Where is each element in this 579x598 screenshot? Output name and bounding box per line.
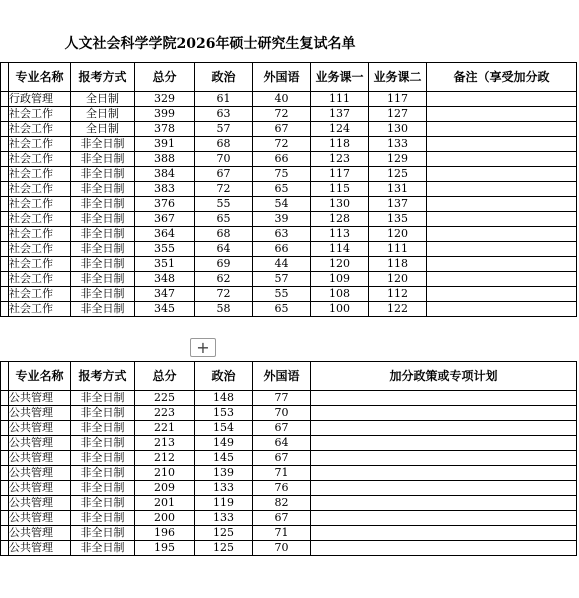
table-cell[interactable]: 非全日制 — [71, 421, 135, 436]
table-cell[interactable]: 221 — [135, 421, 195, 436]
table-cell[interactable]: 公共管理 — [9, 406, 71, 421]
row-gutter — [1, 406, 9, 421]
table-cell[interactable]: 非全日制 — [71, 152, 135, 167]
table-cell[interactable]: 非全日制 — [71, 496, 135, 511]
table-cell[interactable]: 社会工作 — [9, 212, 71, 227]
table-cell[interactable]: 61 — [195, 92, 253, 107]
table-cell[interactable]: 非全日制 — [71, 391, 135, 406]
table-cell[interactable]: 118 — [311, 137, 369, 152]
table-cell[interactable]: 128 — [311, 212, 369, 227]
table-cell[interactable]: 117 — [311, 167, 369, 182]
table-cell[interactable] — [311, 421, 577, 436]
table-cell[interactable]: 196 — [135, 526, 195, 541]
table-row — [1, 287, 577, 302]
column-header[interactable]: 总分 — [135, 362, 195, 391]
row-gutter — [1, 436, 9, 451]
table-cell[interactable]: 131 — [369, 182, 427, 197]
table-cell[interactable]: 64 — [253, 436, 311, 451]
table-cell[interactable] — [311, 496, 577, 511]
table-row — [1, 436, 577, 451]
table-cell[interactable]: 社会工作 — [9, 107, 71, 122]
table-cell[interactable]: 67 — [253, 451, 311, 466]
table-cell[interactable] — [311, 526, 577, 541]
table-cell[interactable] — [427, 122, 577, 137]
row-gutter — [1, 511, 9, 526]
table-cell[interactable] — [427, 137, 577, 152]
table-row — [1, 152, 577, 167]
table-public-admin — [0, 361, 577, 556]
table-cell[interactable]: 115 — [311, 182, 369, 197]
table-row — [1, 466, 577, 481]
table-cell[interactable]: 非全日制 — [71, 481, 135, 496]
table-cell[interactable]: 119 — [195, 496, 253, 511]
table-cell[interactable]: 111 — [369, 242, 427, 257]
table-cell[interactable]: 76 — [253, 481, 311, 496]
table-cell[interactable]: 139 — [195, 466, 253, 481]
table-cell[interactable]: 58 — [195, 302, 253, 317]
row-gutter — [1, 167, 9, 182]
table-cell[interactable] — [311, 466, 577, 481]
table-row — [1, 182, 577, 197]
table-cell[interactable]: 社会工作 — [9, 122, 71, 137]
table-cell[interactable] — [427, 302, 577, 317]
table-cell[interactable]: 72 — [195, 287, 253, 302]
table-cell[interactable]: 210 — [135, 466, 195, 481]
table-cell[interactable] — [311, 541, 577, 556]
table-row — [1, 227, 577, 242]
table-cell[interactable]: 70 — [253, 406, 311, 421]
table-cell[interactable] — [427, 257, 577, 272]
row-gutter — [1, 152, 9, 167]
row-gutter — [1, 451, 9, 466]
column-header[interactable]: 报考方式 — [71, 63, 135, 92]
table-cell[interactable]: 67 — [253, 511, 311, 526]
table-cell[interactable]: 130 — [311, 197, 369, 212]
table-cell[interactable]: 全日制 — [71, 92, 135, 107]
table-cell[interactable]: 62 — [195, 272, 253, 287]
row-gutter — [1, 421, 9, 436]
row-gutter — [1, 272, 9, 287]
table-cell[interactable] — [427, 92, 577, 107]
column-header[interactable]: 外国语 — [253, 362, 311, 391]
table-cell[interactable]: 40 — [253, 92, 311, 107]
table-cell[interactable]: 118 — [369, 257, 427, 272]
table-row — [1, 257, 577, 272]
table-cell[interactable]: 非全日制 — [71, 541, 135, 556]
table-cell[interactable]: 112 — [369, 287, 427, 302]
table-cell[interactable]: 非全日制 — [71, 287, 135, 302]
table-row — [1, 496, 577, 511]
table-row — [1, 107, 577, 122]
table-cell[interactable]: 44 — [253, 257, 311, 272]
table-cell[interactable]: 社会工作 — [9, 197, 71, 212]
row-gutter — [1, 481, 9, 496]
column-header[interactable]: 外国语 — [253, 63, 311, 92]
column-header[interactable]: 加分政策或专项计划 — [311, 362, 577, 391]
table-cell[interactable]: 社会工作 — [9, 257, 71, 272]
table-cell[interactable]: 社会工作 — [9, 242, 71, 257]
table-cell[interactable]: 75 — [253, 167, 311, 182]
row-gutter — [1, 182, 9, 197]
row-gutter — [1, 137, 9, 152]
table-row — [1, 197, 577, 212]
table-cell[interactable]: 125 — [195, 541, 253, 556]
column-header[interactable]: 业务课一 — [311, 63, 369, 92]
table-cell[interactable]: 120 — [311, 257, 369, 272]
table-cell[interactable] — [427, 182, 577, 197]
table-cell[interactable]: 351 — [135, 257, 195, 272]
table-cell[interactable]: 100 — [311, 302, 369, 317]
row-gutter — [1, 212, 9, 227]
table-row — [1, 212, 577, 227]
table-row — [1, 526, 577, 541]
table-cell[interactable]: 127 — [369, 107, 427, 122]
table-cell[interactable]: 非全日制 — [71, 526, 135, 541]
row-gutter — [1, 197, 9, 212]
table-cell[interactable]: 223 — [135, 406, 195, 421]
row-gutter — [1, 526, 9, 541]
table-cell[interactable]: 公共管理 — [9, 526, 71, 541]
table-cell[interactable]: 社会工作 — [9, 272, 71, 287]
table-row — [1, 242, 577, 257]
column-header[interactable]: 专业名称 — [9, 63, 71, 92]
table-cell[interactable]: 非全日制 — [71, 511, 135, 526]
table-row — [1, 406, 577, 421]
table-cell[interactable]: 137 — [369, 197, 427, 212]
column-header[interactable]: 业务课二 — [369, 63, 427, 92]
table-row — [1, 451, 577, 466]
row-gutter — [1, 242, 9, 257]
table-cell[interactable]: 388 — [135, 152, 195, 167]
table-cell[interactable]: 378 — [135, 122, 195, 137]
table-cell[interactable]: 非全日制 — [71, 436, 135, 451]
row-gutter — [1, 227, 9, 242]
table-cell[interactable]: 57 — [195, 122, 253, 137]
table-cell[interactable]: 70 — [195, 152, 253, 167]
table-cell[interactable] — [427, 272, 577, 287]
table-row — [1, 481, 577, 496]
table-cell[interactable]: 公共管理 — [9, 421, 71, 436]
table-cell[interactable]: 125 — [195, 526, 253, 541]
column-header[interactable]: 备注（享受加分政 — [427, 63, 577, 92]
table-cell[interactable]: 82 — [253, 496, 311, 511]
table-cell[interactable]: 114 — [311, 242, 369, 257]
table-cell[interactable]: 72 — [253, 137, 311, 152]
table-cell[interactable]: 公共管理 — [9, 436, 71, 451]
table-cell[interactable]: 行政管理 — [9, 92, 71, 107]
row-gutter — [1, 63, 9, 92]
table-cell[interactable]: 社会工作 — [9, 287, 71, 302]
table-cell[interactable]: 65 — [253, 182, 311, 197]
table-cell[interactable]: 55 — [195, 197, 253, 212]
table-cell[interactable]: 148 — [195, 391, 253, 406]
table-cell[interactable]: 39 — [253, 212, 311, 227]
table-cell[interactable] — [311, 406, 577, 421]
table-cell[interactable]: 154 — [195, 421, 253, 436]
table-cell[interactable]: 68 — [195, 227, 253, 242]
table-cell[interactable] — [311, 481, 577, 496]
table-cell[interactable]: 153 — [195, 406, 253, 421]
column-header[interactable]: 政治 — [195, 63, 253, 92]
table-cell[interactable] — [427, 227, 577, 242]
table-cell[interactable] — [427, 197, 577, 212]
table-cell[interactable]: 77 — [253, 391, 311, 406]
table-cell[interactable]: 384 — [135, 167, 195, 182]
table-cell[interactable] — [427, 107, 577, 122]
table-cell[interactable]: 67 — [253, 421, 311, 436]
column-header[interactable]: 专业名称 — [9, 362, 71, 391]
table-cell[interactable]: 130 — [369, 122, 427, 137]
table-cell[interactable]: 非全日制 — [71, 182, 135, 197]
table-cell[interactable]: 129 — [369, 152, 427, 167]
row-gutter — [1, 257, 9, 272]
table-cell[interactable]: 213 — [135, 436, 195, 451]
row-gutter — [1, 466, 9, 481]
table-row — [1, 511, 577, 526]
table-cell[interactable] — [427, 242, 577, 257]
table-cell[interactable]: 社会工作 — [9, 167, 71, 182]
table-cell[interactable]: 123 — [311, 152, 369, 167]
table-cell[interactable]: 公共管理 — [9, 541, 71, 556]
table-cell[interactable] — [427, 287, 577, 302]
table-cell[interactable]: 117 — [369, 92, 427, 107]
table-cell[interactable]: 111 — [311, 92, 369, 107]
table-cell[interactable]: 399 — [135, 107, 195, 122]
table-cell[interactable]: 非全日制 — [71, 302, 135, 317]
table-cell[interactable]: 公共管理 — [9, 451, 71, 466]
table-cell[interactable] — [311, 511, 577, 526]
table-cell[interactable]: 非全日制 — [71, 212, 135, 227]
table-cell[interactable]: 社会工作 — [9, 137, 71, 152]
table-cell[interactable]: 133 — [369, 137, 427, 152]
table-cell[interactable]: 201 — [135, 496, 195, 511]
table-cell[interactable]: 383 — [135, 182, 195, 197]
table-cell[interactable]: 125 — [369, 167, 427, 182]
table-cell[interactable]: 364 — [135, 227, 195, 242]
table-cell[interactable]: 225 — [135, 391, 195, 406]
table-cell[interactable]: 非全日制 — [71, 197, 135, 212]
table-cell[interactable]: 57 — [253, 272, 311, 287]
table-cell[interactable]: 非全日制 — [71, 242, 135, 257]
table-cell[interactable]: 全日制 — [71, 107, 135, 122]
table-cell[interactable] — [311, 436, 577, 451]
table-cell[interactable] — [427, 212, 577, 227]
table-cell[interactable]: 137 — [311, 107, 369, 122]
table-row — [1, 167, 577, 182]
table-cell[interactable] — [427, 167, 577, 182]
column-header[interactable]: 总分 — [135, 63, 195, 92]
table-master-admissions — [0, 62, 577, 317]
row-gutter — [1, 287, 9, 302]
table-cell[interactable] — [311, 451, 577, 466]
table-cell[interactable]: 65 — [195, 212, 253, 227]
row-gutter — [1, 107, 9, 122]
table-cell[interactable]: 122 — [369, 302, 427, 317]
table-cell[interactable]: 329 — [135, 92, 195, 107]
row-gutter — [1, 362, 9, 391]
table-cell[interactable]: 非全日制 — [71, 227, 135, 242]
table-cell[interactable]: 65 — [253, 302, 311, 317]
table-cell[interactable]: 345 — [135, 302, 195, 317]
table-cell[interactable]: 71 — [253, 526, 311, 541]
table-cell[interactable]: 社会工作 — [9, 227, 71, 242]
table-cell[interactable]: 社会工作 — [9, 182, 71, 197]
row-gutter — [1, 302, 9, 317]
document-title: 人文社会科学学院2026年硕士研究生复试名单 — [64, 36, 356, 52]
table-cell[interactable]: 347 — [135, 287, 195, 302]
table-cell[interactable]: 54 — [253, 197, 311, 212]
table-cell[interactable]: 公共管理 — [9, 481, 71, 496]
add-button[interactable]: + — [190, 338, 216, 357]
table-cell[interactable]: 非全日制 — [71, 406, 135, 421]
table-row — [1, 391, 577, 406]
table-cell[interactable]: 149 — [195, 436, 253, 451]
table-cell[interactable]: 64 — [195, 242, 253, 257]
table-cell[interactable]: 133 — [195, 511, 253, 526]
table-cell[interactable]: 391 — [135, 137, 195, 152]
table-cell[interactable]: 71 — [253, 466, 311, 481]
table-cell[interactable]: 公共管理 — [9, 511, 71, 526]
row-gutter — [1, 92, 9, 107]
table-cell[interactable]: 社会工作 — [9, 302, 71, 317]
table-cell[interactable]: 212 — [135, 451, 195, 466]
row-gutter — [1, 122, 9, 137]
table-row — [1, 92, 577, 107]
table-cell[interactable]: 非全日制 — [71, 451, 135, 466]
table-cell[interactable] — [427, 152, 577, 167]
table-cell[interactable]: 133 — [195, 481, 253, 496]
row-gutter — [1, 496, 9, 511]
table-cell[interactable]: 公共管理 — [9, 466, 71, 481]
table-cell[interactable]: 66 — [253, 242, 311, 257]
column-header[interactable]: 政治 — [195, 362, 253, 391]
table-row — [1, 122, 577, 137]
table-cell[interactable]: 社会工作 — [9, 152, 71, 167]
table-row — [1, 137, 577, 152]
row-gutter — [1, 541, 9, 556]
table-row — [1, 302, 577, 317]
table-cell[interactable]: 367 — [135, 212, 195, 227]
table-cell[interactable]: 67 — [195, 167, 253, 182]
table-cell[interactable]: 72 — [195, 182, 253, 197]
table-cell[interactable] — [311, 391, 577, 406]
table-cell[interactable]: 145 — [195, 451, 253, 466]
table-cell[interactable]: 120 — [369, 272, 427, 287]
table-cell[interactable]: 135 — [369, 212, 427, 227]
table-cell[interactable]: 109 — [311, 272, 369, 287]
table-cell[interactable]: 非全日制 — [71, 257, 135, 272]
table-cell[interactable]: 120 — [369, 227, 427, 242]
table-cell[interactable]: 195 — [135, 541, 195, 556]
table-cell[interactable]: 72 — [253, 107, 311, 122]
table-cell[interactable]: 376 — [135, 197, 195, 212]
table-cell[interactable]: 67 — [253, 122, 311, 137]
table-row — [1, 541, 577, 556]
table-cell[interactable]: 公共管理 — [9, 391, 71, 406]
table-cell[interactable]: 113 — [311, 227, 369, 242]
table-cell[interactable]: 70 — [253, 541, 311, 556]
table-cell[interactable]: 348 — [135, 272, 195, 287]
table-cell[interactable]: 200 — [135, 511, 195, 526]
table-cell[interactable]: 非全日制 — [71, 466, 135, 481]
table-cell[interactable]: 63 — [195, 107, 253, 122]
table-cell[interactable]: 非全日制 — [71, 137, 135, 152]
table-cell[interactable]: 非全日制 — [71, 167, 135, 182]
table-cell[interactable]: 55 — [253, 287, 311, 302]
table-cell[interactable]: 124 — [311, 122, 369, 137]
table-cell[interactable]: 209 — [135, 481, 195, 496]
table-cell[interactable]: 66 — [253, 152, 311, 167]
table-cell[interactable]: 非全日制 — [71, 272, 135, 287]
row-gutter — [1, 391, 9, 406]
table-row — [1, 421, 577, 436]
table-cell[interactable]: 355 — [135, 242, 195, 257]
table-cell[interactable]: 公共管理 — [9, 496, 71, 511]
table-cell[interactable]: 68 — [195, 137, 253, 152]
table-row — [1, 272, 577, 287]
table-cell[interactable]: 69 — [195, 257, 253, 272]
table-cell[interactable]: 108 — [311, 287, 369, 302]
table-cell[interactable]: 63 — [253, 227, 311, 242]
table-cell[interactable]: 全日制 — [71, 122, 135, 137]
column-header[interactable]: 报考方式 — [71, 362, 135, 391]
